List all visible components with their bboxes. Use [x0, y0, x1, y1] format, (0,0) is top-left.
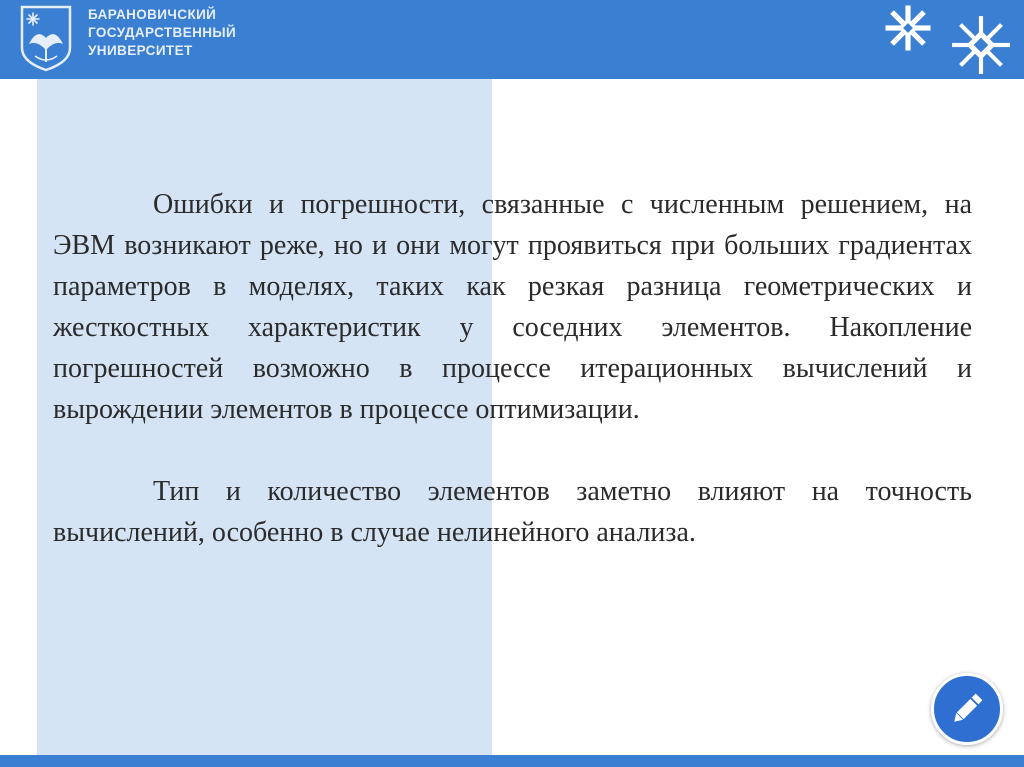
university-name-line: ГОСУДАРСТВЕННЫЙ [88, 25, 237, 40]
body-paragraph: Ошибки и погрешности, связанные с численным решением, на ЭВМ возникают реже, но и они могут проявиться при больших градиентах параметров в моделях, таких как резкая разница геометрических и жесткостных характеристик у соседних элементов. Накопление погрешностей возможно в процессе итерационных вычислений и вырождении элементов в процессе оптимизации. [53, 189, 972, 425]
university-crest-icon [19, 4, 73, 72]
university-name-line: БАРАНОВИЧСКИЙ [88, 7, 217, 22]
header-bar [0, 0, 1024, 79]
edit-button[interactable] [931, 673, 1003, 745]
snowflake-ornament-icon [950, 14, 1012, 76]
snowflake-ornament-icon [882, 2, 934, 54]
pencil-icon [948, 690, 986, 728]
university-name-line: УНИВЕРСИТЕТ [88, 43, 193, 58]
university-name [88, 6, 236, 60]
footer-bar [0, 755, 1024, 767]
slide-body-text [53, 184, 972, 553]
body-paragraph: Тип и количество элементов заметно влияют на точность вычислений, особенно в случае нелинейного анализа. [53, 476, 972, 548]
